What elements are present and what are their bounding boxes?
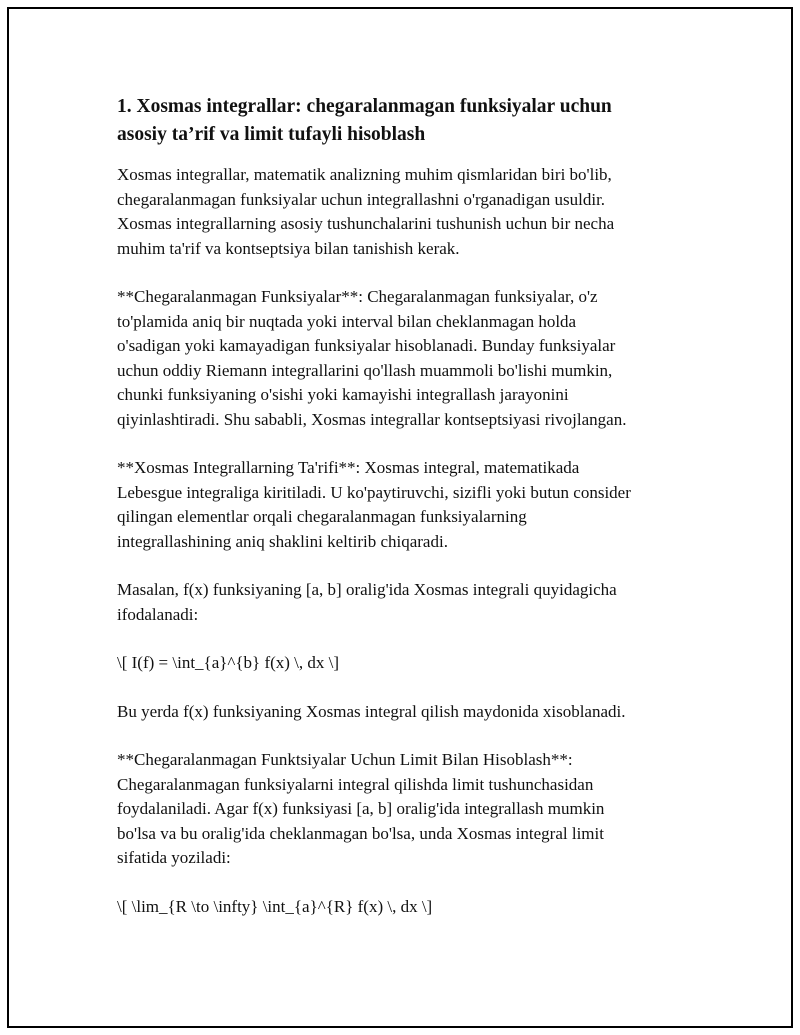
heading-line: 1. Xosmas integrallar: chegaralanmagan funksiyalar uchun (117, 96, 612, 117)
text-line: ifodalanadi: (117, 604, 199, 624)
text-line: uchun oddiy Riemann integrallarini qo'llash muammoli bo'lishi mumkin, (117, 360, 613, 380)
text-line: bo'lsa va bu oralig'ida cheklanmagan bo'lsa, unda Xosmas integral limit (117, 823, 604, 843)
paragraph-limit (117, 748, 687, 871)
text-line: sifatida yoziladi: (117, 848, 231, 867)
text-line: chegaralanmagan funksiyalar uchun integrallashni o'rganadigan usuldir. (117, 189, 606, 209)
text-line: Chegaralanmagan funksiyalarni integral qilishda limit tushunchasidan (117, 774, 594, 794)
paragraph-intro (117, 163, 687, 261)
text-line: Bu yerda f(x) funksiyaning Xosmas integral qilish maydonida xisoblanadi. (117, 701, 626, 721)
text-line: muhim ta'rif va kontseptsiya bilan tanishish kerak. (117, 238, 460, 258)
text-line: Xosmas integrallarning asosiy tushunchalarini tushunish uchun bir necha (117, 214, 615, 233)
paragraph-definition (117, 456, 687, 554)
formula-line: \[ \lim_{R \to \infty} \int_{a}^{R} f(x) \, dx \] (117, 896, 433, 916)
text-line: qilingan elementlar orqali chegaralanmagan funksiyalarning (117, 507, 527, 526)
text-line: Xosmas integrallar, matematik analizning muhim qismlaridan biri bo'lib, (117, 165, 612, 184)
text-line: qiyinlashtiradi. Shu sababli, Xosmas integrallar kontseptsiyasi rivojlangan. (117, 409, 627, 429)
text-line: foydalaniladi. Agar f(x) funksiyasi [a, b] oralig'ida integrallash mumkin (117, 799, 605, 818)
text-line: **Chegaralanmagan Funksiyalar**: Chegaralanmagan funksiyalar, o'z (117, 287, 598, 306)
paragraph-example (117, 578, 687, 627)
paragraph-explanation (117, 700, 687, 725)
text-line: integrallashining aniq shaklini keltirib chiqaradi. (117, 531, 448, 551)
text-line: **Chegaralanmagan Funktsiyalar Uchun Limit Bilan Hisoblash**: (117, 750, 573, 769)
text-line: o'sadigan yoki kamayadigan funksiyalar hisoblanadi. Bunday funksiyalar (117, 336, 616, 355)
formula-limit (117, 895, 687, 920)
section-heading (117, 93, 687, 149)
text-line: **Xosmas Integrallarning Ta'rifi**: Xosmas integral, matematikada (117, 458, 580, 477)
text-line: to'plamida aniq bir nuqtada yoki interval bilan cheklanmagan holda (117, 311, 577, 331)
paragraph-unbounded-functions (117, 285, 687, 432)
formula-integral (117, 651, 687, 676)
text-line: Masalan, f(x) funksiyaning [a, b] oralig'ida Xosmas integrali quyidagicha (117, 580, 617, 599)
text-line: chunki funksiyaning o'sishi yoki kamayishi integrallash jarayonini (117, 385, 569, 404)
heading-line: asosiy ta’rif va limit tufayli hisoblash (117, 124, 426, 145)
text-line: Lebesgue integraliga kiritiladi. U ko'paytiruvchi, sizifli yoki butun consider (117, 482, 631, 502)
formula-line: \[ I(f) = \int_{a}^{b} f(x) \, dx \] (117, 653, 340, 672)
document-body (117, 93, 687, 943)
